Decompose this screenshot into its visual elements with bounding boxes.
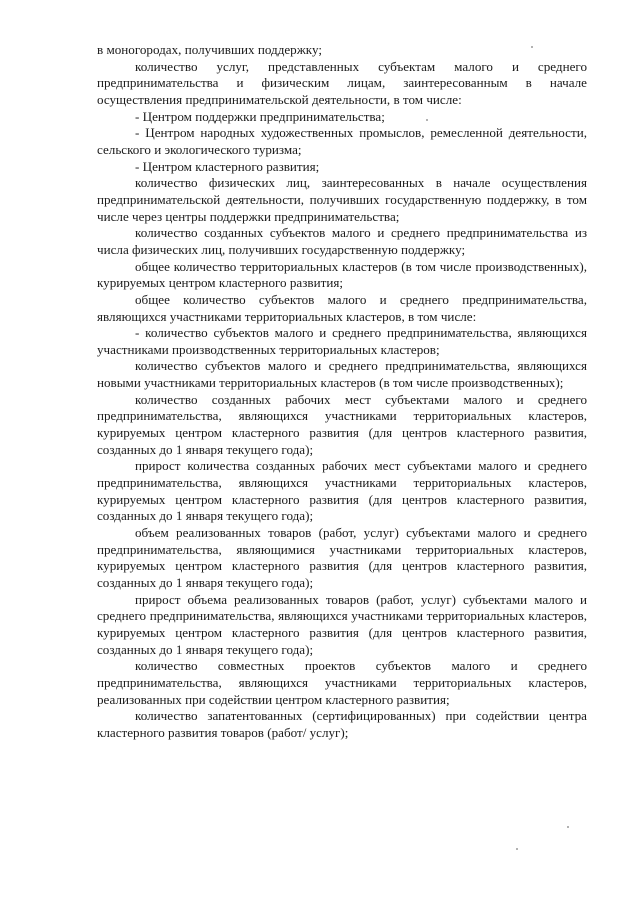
paragraph-clusters-total: общее количество территориальных кластеров (в том числе производственных), курируемых центром кластерного развития;	[97, 258, 587, 291]
scan-speck	[426, 119, 428, 121]
paragraph-sales-volume: объем реализованных товаров (работ, услуг) субъектами малого и среднего предпринимательства, являющимися участниками территориальных кластеров, курируемых центром кластерного развития (для центров кластерного развития, созданных до 1 января текущего года);	[97, 525, 587, 590]
paragraph-sales-growth: прирост объема реализованных товаров (работ, услуг) субъектами малого и среднего предпринимательства, являющихся участниками территориальных кластеров, курируемых центром кластерного развития (для центров кластерного развития, созданных до 1 января текущего года);	[97, 591, 587, 657]
list-item-folk-crafts-center: - Центром народных художественных промыслов, ремесленной деятельности, сельского и экологического туризма;	[97, 125, 587, 157]
paragraph-jobs-created: количество созданных рабочих мест субъектами малого и среднего предпринимательства, являющихся участниками территориальных кластеров, курируемых центром кластерного развития (для центров кластерного развития, созданных до 1 января текущего года);	[97, 391, 587, 457]
paragraph-joint-projects: количество совместных проектов субъектов малого и среднего предпринимательства, являющихся участниками территориальных кластеров, реализованных при содействии центром кластерного развития;	[97, 658, 587, 707]
paragraph-cluster-participants: общее количество субъектов малого и среднего предпринимательства, являющихся участниками территориальных кластеров, в том числе:	[97, 291, 587, 324]
paragraph-patented-goods: количество запатентованных (сертифицированных) при содействии центра кластерного развития товаров (работ/ услуг);	[97, 708, 587, 740]
list-item-production-clusters: - количество субъектов малого и среднего предпринимательства, являющихся участниками производственных территориальных кластеров;	[97, 325, 587, 357]
scan-speck	[567, 826, 569, 828]
scan-speck	[516, 848, 518, 850]
paragraph-individuals-count: количество физических лиц, заинтересованных в начале осуществления предпринимательской деятельности, получивших государственную поддержку, в том числе через центры поддержки предпринимательства;	[97, 175, 587, 224]
scan-speck	[531, 46, 533, 48]
document-body	[97, 42, 587, 742]
paragraph-services-count: количество услуг, представленных субъектам малого и среднего предпринимательства и физическим лицам, заинтересованным в начале осуществления предпринимательской деятельности, в том числе:	[97, 58, 587, 107]
paragraph-new-participants: количество субъектов малого и среднего предпринимательства, являющихся новыми участниками территориальных кластеров (в том числе производственных);	[97, 358, 587, 391]
paragraph-continuation: в моногородах, получивших поддержку;	[97, 42, 322, 57]
list-item-support-center: - Центром поддержки предпринимательства;	[135, 108, 385, 124]
list-item-cluster-center: - Центром кластерного развития;	[135, 158, 320, 174]
paragraph-jobs-growth: прирост количества созданных рабочих мест субъектами малого и среднего предпринимательства, являющихся участниками территориальных кластеров, курируемых центром кластерного развития (для центров кластерного развития, созданных до 1 января текущего года);	[97, 458, 587, 524]
paragraph-created-entities: количество созданных субъектов малого и среднего предпринимательства из числа физических лиц, получивших государственную поддержку;	[97, 225, 587, 257]
